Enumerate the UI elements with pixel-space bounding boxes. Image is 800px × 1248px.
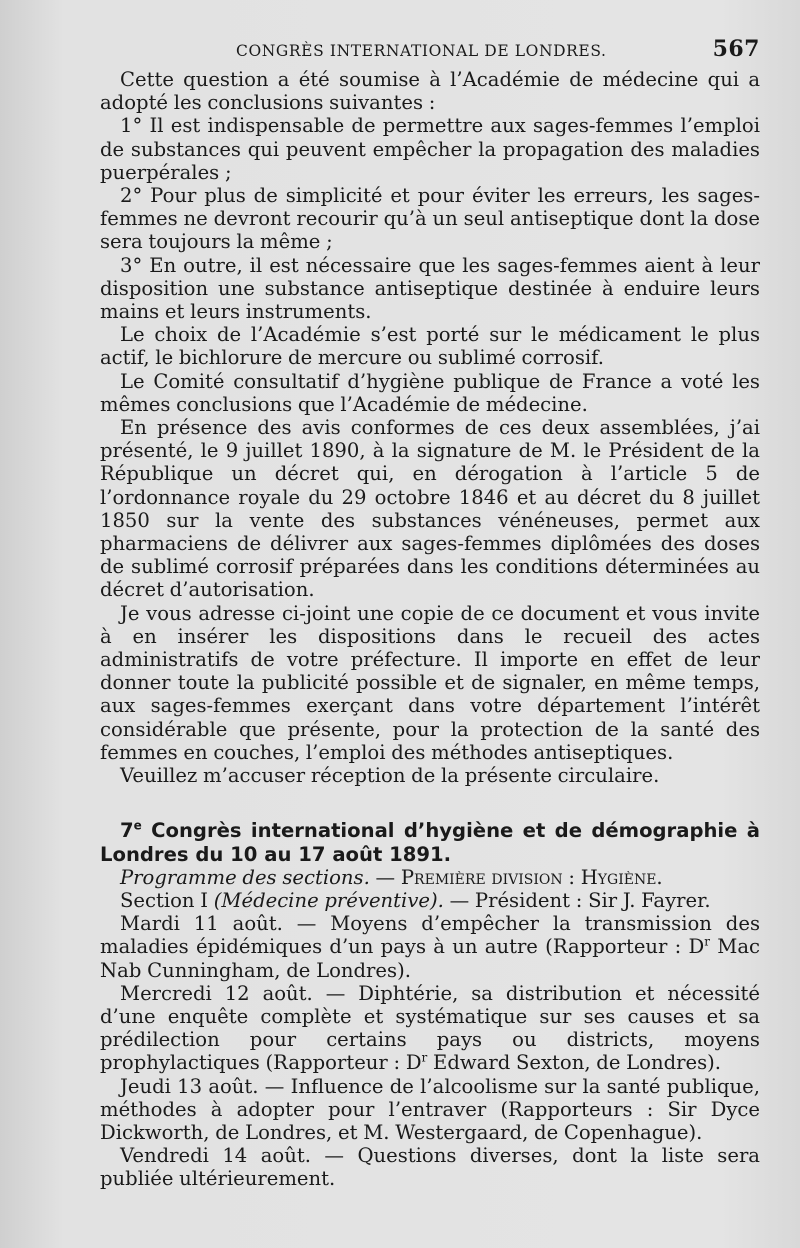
schedule-entry	[100, 1075, 760, 1145]
running-title: CONGRÈS INTERNATIONAL DE LONDRES.	[236, 42, 607, 60]
paragraph: Cette question a été soumise à l’Académie de médecine qui a adopté les conclusions suivantes :	[100, 68, 760, 115]
section-president: — Président : Sir J. Fayrer.	[449, 888, 711, 912]
body-text	[100, 68, 760, 787]
entry-text: Vendredi 14 août. — Questions diverses, dont la liste sera publiée ultérieurement.	[100, 1144, 760, 1191]
heading-ordinal-suffix: e	[133, 818, 142, 833]
schedule-entry	[100, 982, 760, 1075]
paragraph: 3° En outre, il est nécessaire que les sages-femmes aient à leur disposition une substance antiseptique destinée à enduire leurs mains et leurs instruments.	[100, 253, 760, 324]
paragraph: En présence des avis conformes de ces deux assemblées, j’ai présenté, le 9 juillet 1890, à la signature de M. le Président de la République un décret qui, en dérogation à l’article 5 de l’ordonnance royale du 29 octobre 1846 et au décret du 8 juillet 1850 sur la vente des substances vénéneuses, permet aux pharmaciens de délivrer aux sages-femmes diplômées des doses de sublimé corrosif préparées dans les conditions déterminées au décret d’autorisation.	[100, 416, 760, 602]
entry-text-cont: Edward Sexton, de Londres).	[427, 1051, 722, 1075]
paragraph: Le Comité consultatif d’hygiène publique de France a voté les mêmes conclusions que l’Académie de médecine.	[100, 369, 760, 416]
paragraph: 2° Pour plus de simplicité et pour éviter les erreurs, les sages-femmes ne devront recourir qu’à un seul antiseptique dont la dose sera toujours la même ;	[100, 184, 760, 254]
section-line	[100, 889, 760, 912]
entry-text-cont: Mac Nab Cunningham, de Londres).	[100, 935, 760, 982]
page-header	[100, 36, 760, 64]
entry-sup: r	[421, 1050, 428, 1065]
programme-label: Programme des sections.	[120, 865, 370, 889]
paragraph: Veuillez m’accuser réception de la présente circulaire.	[120, 764, 660, 788]
schedule-entry	[100, 912, 760, 982]
paragraph: Je vous adresse ci-joint une copie de ce document et vous invite à en insérer les dispositions dans le recueil des actes administratifs de votre préfecture. Il importe en effet de leur donner toute la publicité possible et de signaler, en même temps, aux sages-femmes exerçant dans votre département l’intérêt considérable que présente, pour la protection de la santé des femmes en couches, l’emploi des méthodes antiseptiques.	[100, 601, 760, 764]
heading-number: 7	[120, 819, 134, 843]
section-name: (Médecine préventive).	[213, 888, 444, 912]
page-number: 567	[712, 36, 760, 62]
programme-line	[100, 866, 760, 889]
heading-text: Congrès international d’hygiène et de démographie à Londres du 10 au 17 août 1891.	[100, 819, 760, 866]
entry-text: Mardi 11 août. — Moyens d’empêcher la transmission des maladies épidémiques d’un pays à un autre (Rapporteur : D	[100, 912, 760, 959]
paragraph: Le choix de l’Académie s’est porté sur le médicament le plus actif, le bichlorure de mercure ou sublimé corrosif.	[100, 323, 760, 370]
entry-sup: r	[704, 934, 710, 949]
entry-text: Jeudi 13 août. — Influence de l’alcoolisme sur la santé publique, méthodes à adopter pour l’entraver (Rapporteurs : Sir Dyce Dickworth, de Londres, et M. Westergaard, de Copenhague).	[100, 1074, 760, 1144]
schedule-entry	[100, 1144, 760, 1190]
section-lead: Section I	[120, 888, 209, 912]
entry-text: Mercredi 12 août. — Diphtérie, sa distribution et nécessité d’une enquête complète et systématique sur ses causes et sa prédilection pour certains pays ou districts, moyens prophylactiques (Rapporteur : D	[100, 981, 760, 1075]
paragraph: 1° Il est indispensable de permettre aux sages-femmes l’emploi de substances qui peuvent empêcher la propagation des maladies puerpérales ;	[100, 114, 760, 184]
article-heading	[100, 819, 760, 865]
programme-division: — Première division : Hygiène.	[375, 865, 663, 889]
